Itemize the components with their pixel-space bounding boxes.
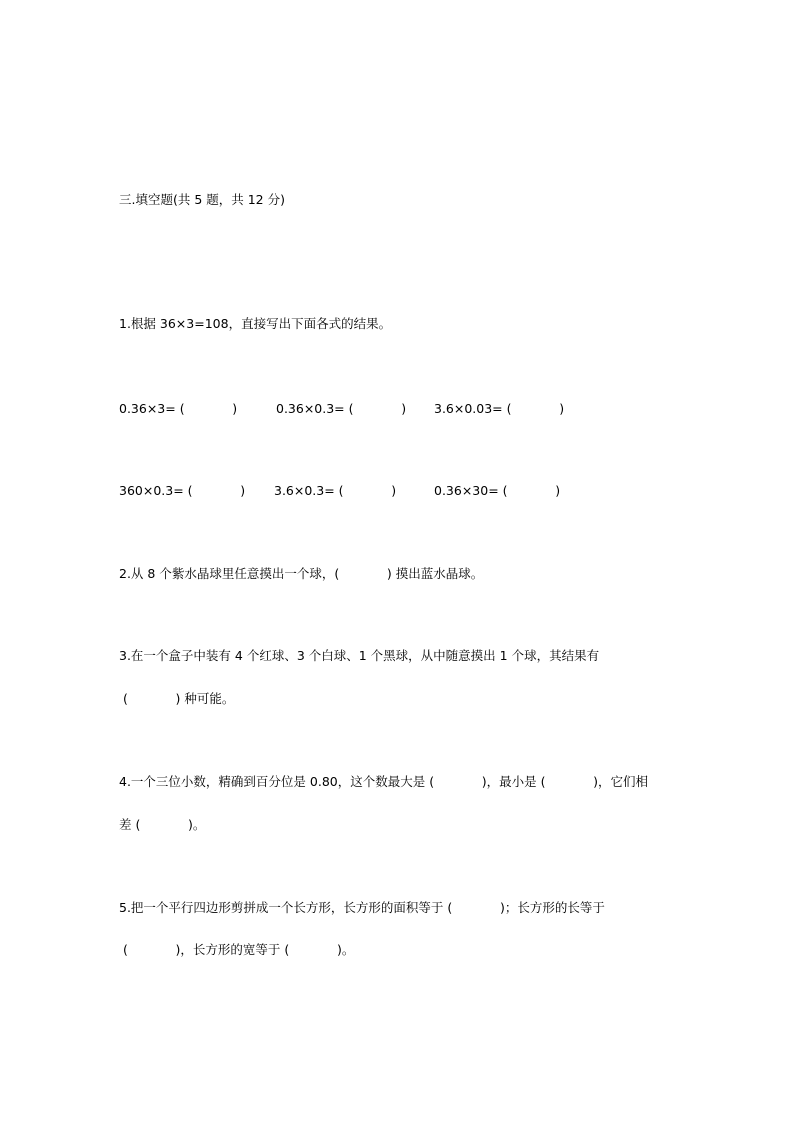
section-title: 三.填空题(共 5 题，共 12 分) (119, 192, 285, 207)
question-4-line: 差 ( )。 (119, 817, 206, 832)
question-1-stem: 1.根据 36×3=108，直接写出下面各式的结果。 (119, 316, 392, 331)
question-1-item: 0.36×3= ( ) (119, 401, 238, 416)
question-1-item: 3.6×0.3= ( ) (274, 483, 397, 498)
question-3-line: ( ) 种可能。 (119, 691, 235, 706)
question-5-line: 5.把一个平行四边形剪拼成一个长方形，长方形的面积等于 ( )；长方形的长等于 (119, 900, 605, 915)
question-1-item: 0.36×30= ( ) (434, 483, 561, 498)
question-1-item: 0.36×0.3= ( ) (276, 401, 407, 416)
question-3-line: 3.在一个盒子中装有 4 个红球、3 个白球、1 个黑球，从中随意摸出 1 个球，其结果有 (119, 648, 600, 663)
question-5-line: ( )，长方形的宽等于 ( )。 (119, 942, 355, 957)
question-1-item: 360×0.3= ( ) (119, 483, 246, 498)
question-2-line: 2.从 8 个紫水晶球里任意摸出一个球，( ) 摸出蓝水晶球。 (119, 566, 484, 581)
question-4-line: 4.一个三位小数，精确到百分位是 0.80，这个数最大是 ( )，最小是 ( )，它们相 (119, 774, 649, 789)
question-1-item: 3.6×0.03= ( ) (434, 401, 565, 416)
